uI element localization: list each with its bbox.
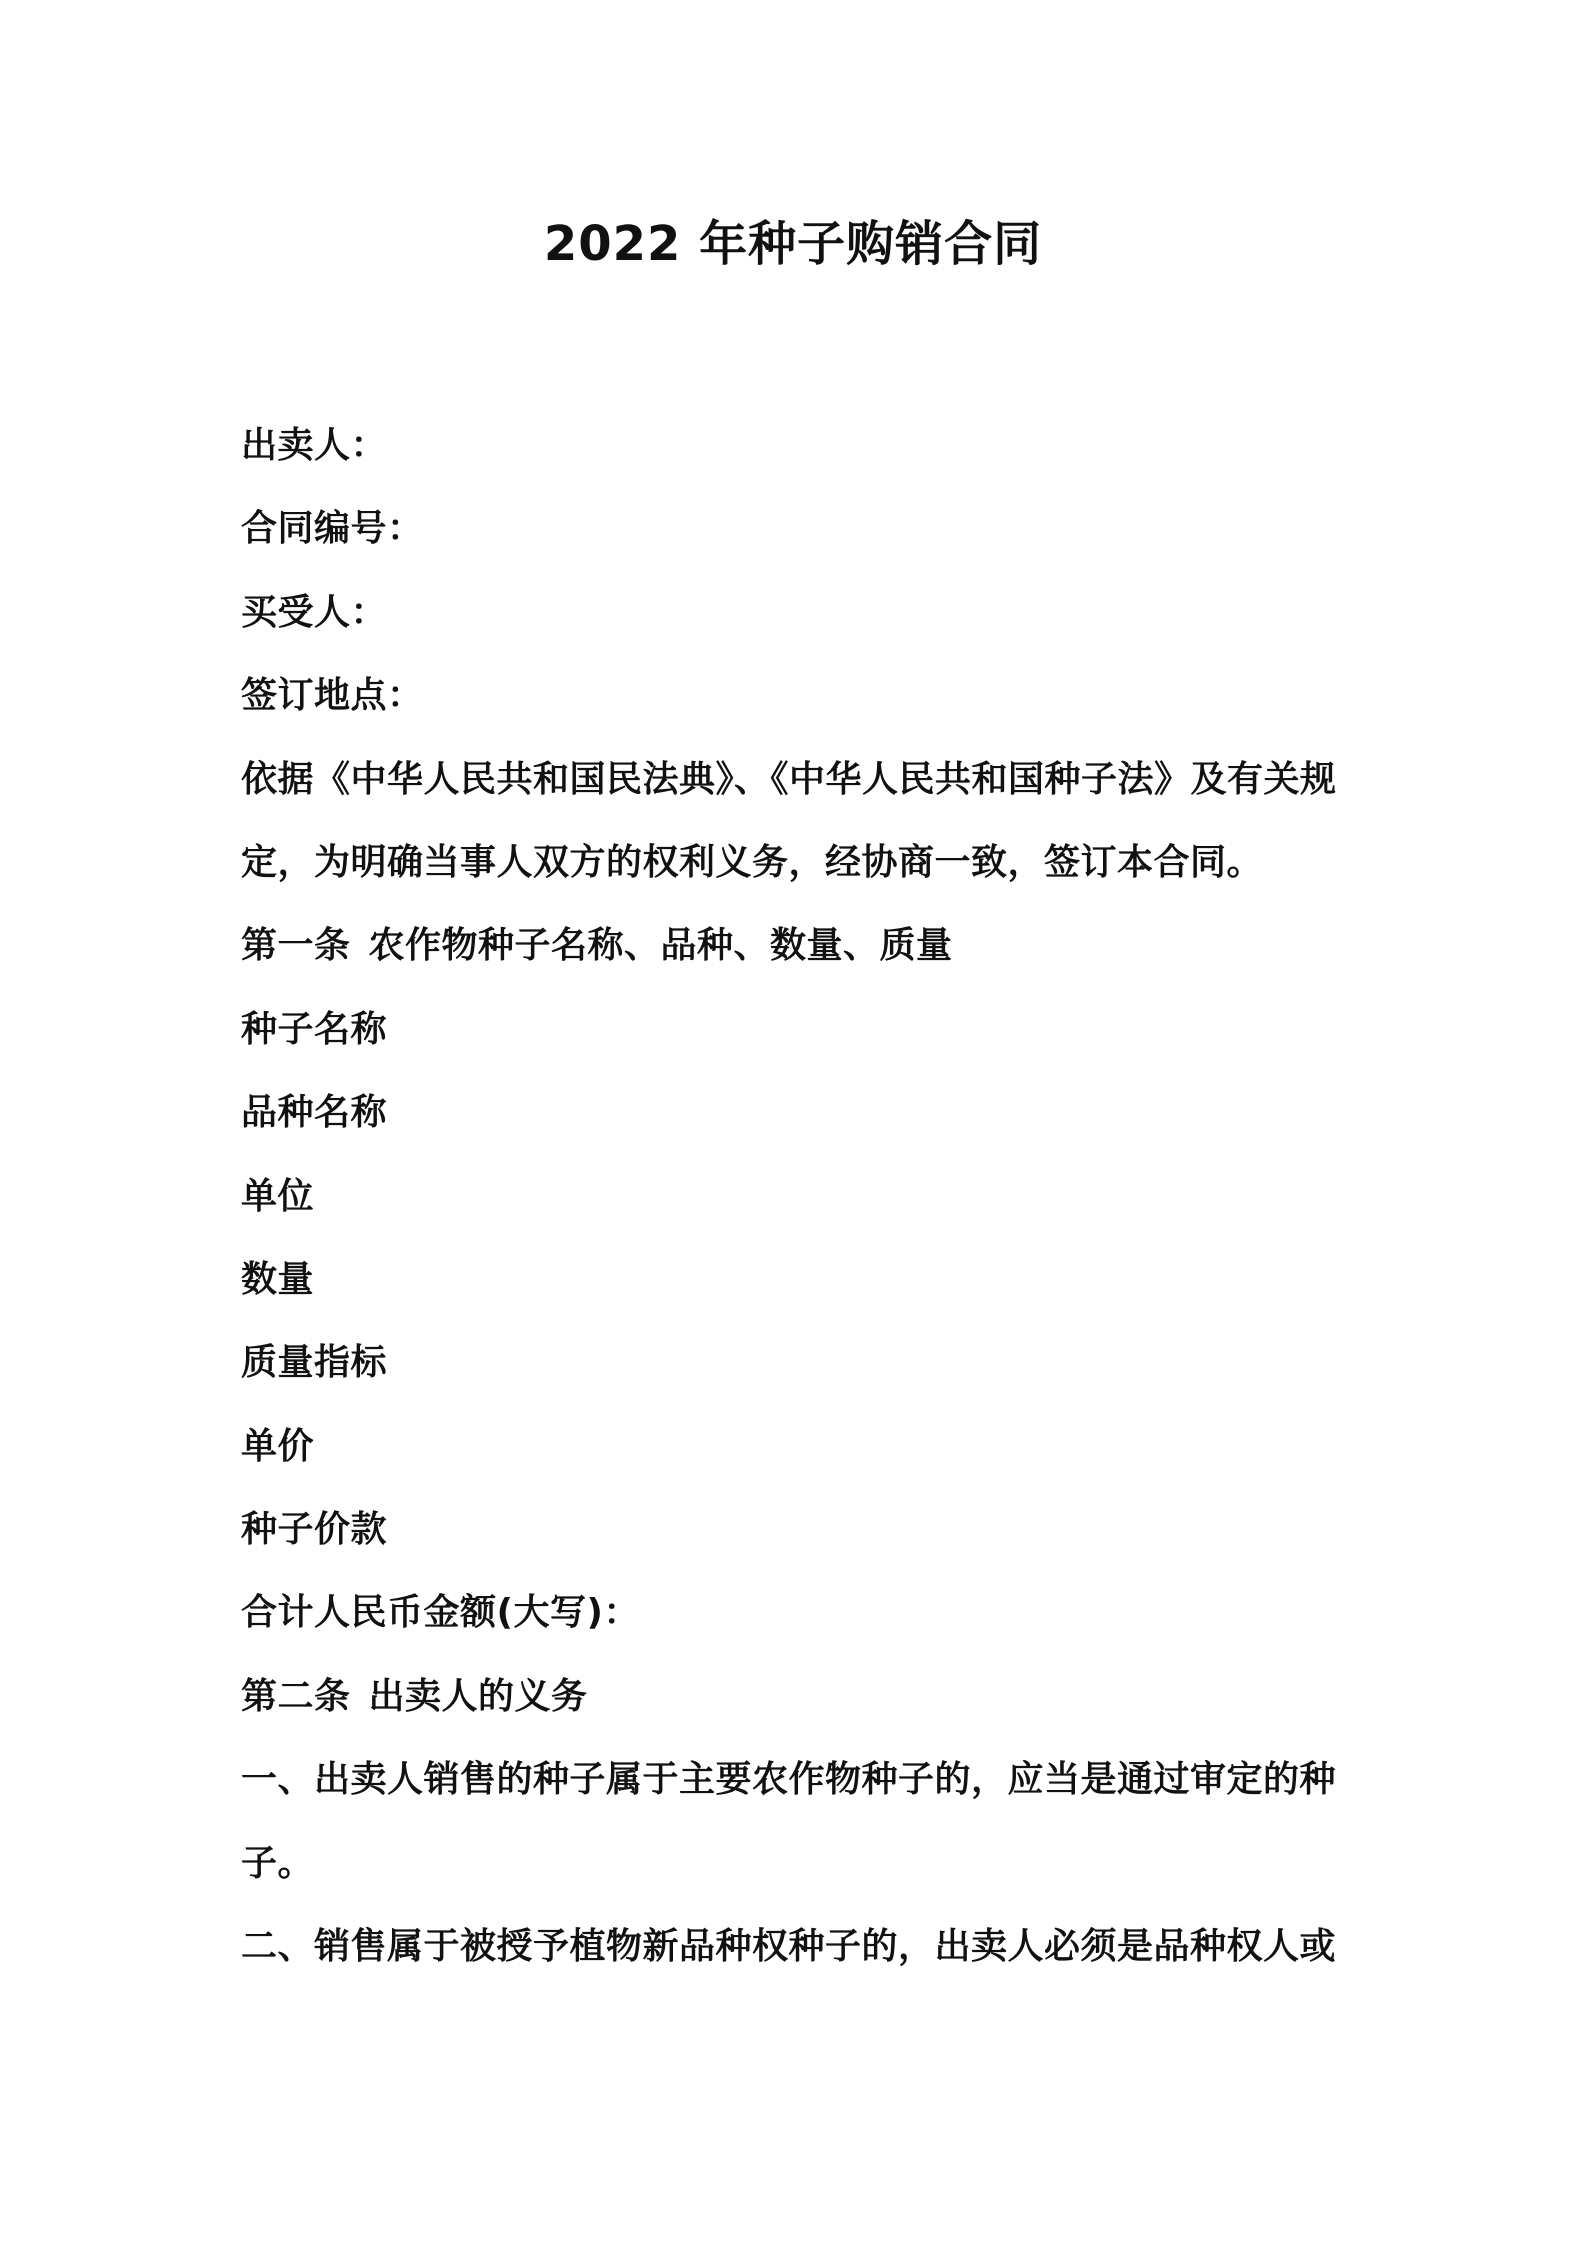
variety-name-label: 品种名称 [241,1092,388,1134]
signing-place-field-label: 签订地点： [241,675,424,717]
preamble-line-1: 依据《中华人民共和国民法典》、《中华人民共和国种子法》及有关规 [241,758,1337,800]
buyer-field-label: 买受人： [241,591,388,633]
article-1-heading [241,904,1361,987]
article-1-number: 第一条 [241,925,351,967]
unit-label: 单位 [241,1175,315,1217]
seed-name-label: 种子名称 [241,1008,388,1050]
contract-number-field-label: 合同编号： [241,508,424,550]
article-2-title: 出卖人的义务 [368,1675,588,1717]
article-2-heading [241,1655,1361,1738]
article-2-clause-2-line-1: 二、销售属于被授予植物新品种权种子的，出卖人必须是品种权人或 [241,1926,1337,1968]
document-title: 2022 年种子购销合同 [543,216,1043,272]
quality-indicator-label: 质量指标 [241,1342,388,1384]
unit-price-label: 单价 [241,1425,315,1467]
article-2-clause-1-line-1: 一、出卖人销售的种子属于主要农作物种子的，应当是通过审定的种 [241,1759,1337,1801]
seed-payment-label: 种子价款 [241,1509,388,1551]
quantity-label: 数量 [241,1258,315,1300]
total-amount-label: 合计人民币金额(大写)： [241,1592,640,1634]
preamble-line-2: 定，为明确当事人双方的权利义务，经协商一致，签订本合同。 [241,841,1264,883]
article-1-title: 农作物种子名称、品种、数量、质量 [368,925,953,967]
contract-body [241,404,1361,1988]
seller-field-label: 出卖人： [241,425,388,466]
article-2-number: 第二条 [241,1675,351,1717]
article-2-clause-1-line-2: 子。 [241,1842,315,1884]
